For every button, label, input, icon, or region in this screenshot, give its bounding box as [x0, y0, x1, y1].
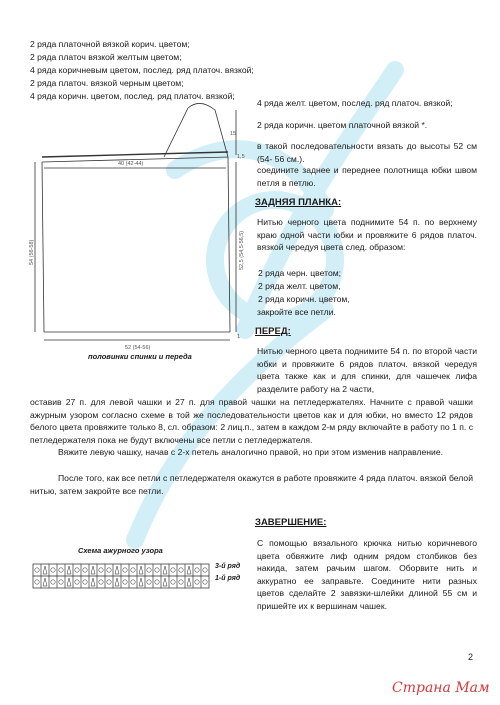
stitch-symbol: [43, 566, 47, 574]
chart-cell: [193, 576, 201, 588]
stitch-symbol: [107, 568, 111, 572]
dim-bottom-width: 52 (54-56): [125, 345, 151, 351]
chart-cell: [73, 576, 81, 588]
skirt-schematic: [30, 100, 250, 352]
stitch-symbol: [155, 580, 159, 584]
stitch-symbol: [75, 580, 79, 584]
stitch-symbol: [67, 566, 71, 574]
dim-top-width: 40 (42-44): [118, 161, 144, 167]
stitch-symbol: [171, 568, 175, 572]
stitch-symbol: [139, 566, 143, 574]
stitch-symbol: [91, 566, 95, 574]
stitch-symbol: [123, 580, 127, 584]
stitch-symbol: [203, 568, 207, 572]
chart-cell: [81, 564, 89, 576]
chart-cell: [129, 564, 137, 576]
chart-cell: [193, 564, 201, 576]
chart-cell: [121, 576, 129, 588]
diagram-caption: половинки спинки и переда: [88, 352, 192, 361]
paragraph: в такой последовательности вязать до высоты 52 см (54- 56 см.).: [257, 141, 477, 164]
stitch-symbol: [187, 566, 191, 574]
chart-title: Схема ажурного узора: [78, 546, 163, 555]
stitch-symbol: [91, 578, 95, 586]
chart-cell: [201, 564, 209, 576]
stitch-symbol: [131, 568, 135, 572]
paragraph: соедините заднее и переднее полотнища юбки швом петля в петлю.: [257, 165, 477, 188]
stitch-symbol: [195, 568, 199, 572]
instruction-line: 2 ряда платочной вязкой корич. цветом;: [30, 39, 190, 49]
chart-cell: [169, 564, 177, 576]
paragraph: закройте все петли.: [257, 307, 336, 317]
paragraph: Нитью черного цвета поднимите 54 п. по верхнему краю одной части юбки и провяжите 6 рядов платоч. вязкой чередуя цвета след. образом:: [257, 217, 477, 252]
chart-cell: [81, 576, 89, 588]
stitch-symbol: [35, 568, 39, 572]
paragraph: Нитью черного цвета поднимите 54 п. по второй части юбки и провяжите 6 рядов платоч. вязкой чередуя цвета также как и для спинки, для чашечек лифа разделите работу на 2 части,: [257, 346, 477, 394]
stitch-symbol: [139, 578, 143, 586]
paragraph: оставив 27 п. для левой чашки и 27 п. для правой чашки на петледержателях. Начните с правой чашки ажурным узором согласно схеме в той же последовательности цветов как и для юбки, но вместо 12 рядов белого цвета провяжите только 8, сл. образом: 2 лиц.п., затем в каждом 2-м ряду включайте в работу по 1 п. с петледержателя пока не будут включены все петли с петледержателя.: [30, 397, 473, 445]
stitch-symbol: [115, 566, 119, 574]
stitch-symbol: [147, 580, 151, 584]
stitch-symbol: [107, 580, 111, 584]
chart-cell: [57, 576, 65, 588]
stitch-symbol: [59, 580, 63, 584]
chart-row-label: 1-й ряд: [215, 575, 241, 582]
chart-cell: [73, 564, 81, 576]
chart-cell: [97, 576, 105, 588]
dim-height-left: 54 (56-58): [29, 239, 35, 265]
chart-cell: [97, 564, 105, 576]
list-item: 2 ряда желт. цветом,: [258, 281, 341, 291]
stitch-symbol: [203, 580, 207, 584]
chart-cell: [145, 564, 153, 576]
stitch-symbol: [179, 568, 183, 572]
section-heading: ЗАДНЯЯ ПЛАНКА:: [255, 197, 342, 208]
stitch-symbol: [163, 578, 167, 586]
stitch-symbol: [179, 580, 183, 584]
chart-cell: [201, 576, 209, 588]
chart-cell: [121, 564, 129, 576]
stitch-symbol: [83, 580, 87, 584]
stitch-symbol: [195, 580, 199, 584]
chart-row-label: 3-й ряд: [215, 563, 241, 570]
paragraph: После того, как все петли с петледержателя окажутся в работе провяжите 4 ряда платоч. вязкой белой нитью, затем закройте все петли.: [30, 473, 473, 496]
chart-cell: [145, 576, 153, 588]
chart-cell: [49, 564, 57, 576]
chart-cell: [49, 576, 57, 588]
stitch-symbol: [67, 578, 71, 586]
list-item: 2 ряда черн. цветом;: [258, 268, 342, 278]
chart-cell: [33, 564, 41, 576]
stitch-symbol: [187, 578, 191, 586]
stitch-symbol: [115, 578, 119, 586]
paragraph: С помощью вязального крючка нитью коричневого цвета обвяжите лиф одним рядом столбиков без накида, затем рачьим шагом. Оборвите нить и аккуратно ее заправьте. Соедините нити разных цветов сделайте 2 завязки-шлейки длиной 55 см и пришейте их к вершинам чашек.: [257, 538, 477, 611]
instruction-line: 2 ряда платоч вязкой желтым цветом;: [30, 52, 182, 62]
chart-cell: [33, 576, 41, 588]
stitch-symbol: [163, 566, 167, 574]
stitch-symbol: [123, 568, 127, 572]
stitch-symbol: [131, 580, 135, 584]
instruction-line: 4 ряда коричн. цветом, послед. ряд платоч. вязкой;: [30, 91, 235, 101]
section-heading: ЗАВЕРШЕНИЕ:: [255, 517, 327, 528]
stitch-symbol: [155, 568, 159, 572]
lace-pattern-chart: [32, 560, 212, 590]
stitch-symbol: [99, 568, 103, 572]
dim-height-right: 52,5 (54,5-56,5): [239, 230, 245, 270]
stitch-symbol: [83, 568, 87, 572]
site-logo: [392, 680, 490, 696]
chart-cell: [177, 576, 185, 588]
stitch-symbol: [99, 580, 103, 584]
stitch-symbol: [59, 568, 63, 572]
instruction-line: 2 ряда коричн. цветом платочной вязкой *.: [257, 120, 428, 130]
chart-cell: [129, 576, 137, 588]
stitch-symbol: [75, 568, 79, 572]
paragraph: Вяжите левую чашку, начав с 2-х петель аналогично правой, но при этом изменив направление.: [58, 447, 444, 457]
dim-cup-height: 15: [230, 131, 237, 137]
chart-cell: [105, 576, 113, 588]
stitch-symbol: [147, 568, 151, 572]
dim-tick-1-5: 1,5: [237, 154, 245, 160]
dim-tick-1: 1: [237, 334, 241, 340]
instruction-line: 4 ряда коричневым цветом, послед. ряд платоч. вязкой;: [30, 65, 254, 75]
chart-cell: [105, 564, 113, 576]
logo-text: Страна Мам: [392, 680, 490, 696]
section-heading: ПЕРЕД:: [255, 326, 291, 337]
stitch-symbol: [171, 580, 175, 584]
chart-cell: [57, 564, 65, 576]
chart-cell: [169, 576, 177, 588]
page-number: 2: [468, 652, 474, 662]
stitch-symbol: [51, 580, 55, 584]
instruction-line: 2 ряда платоч. вязкой черным цветом;: [30, 78, 184, 88]
instruction-line: 4 ряда желт. цветом, послед. ряд платоч. вязкой;: [257, 98, 453, 108]
stitch-symbol: [51, 568, 55, 572]
stitch-symbol: [43, 578, 47, 586]
stitch-symbol: [35, 580, 39, 584]
chart-cell: [177, 564, 185, 576]
chart-cell: [153, 564, 161, 576]
chart-cell: [153, 576, 161, 588]
list-item: 2 ряда коричн. цветом,: [258, 294, 350, 304]
